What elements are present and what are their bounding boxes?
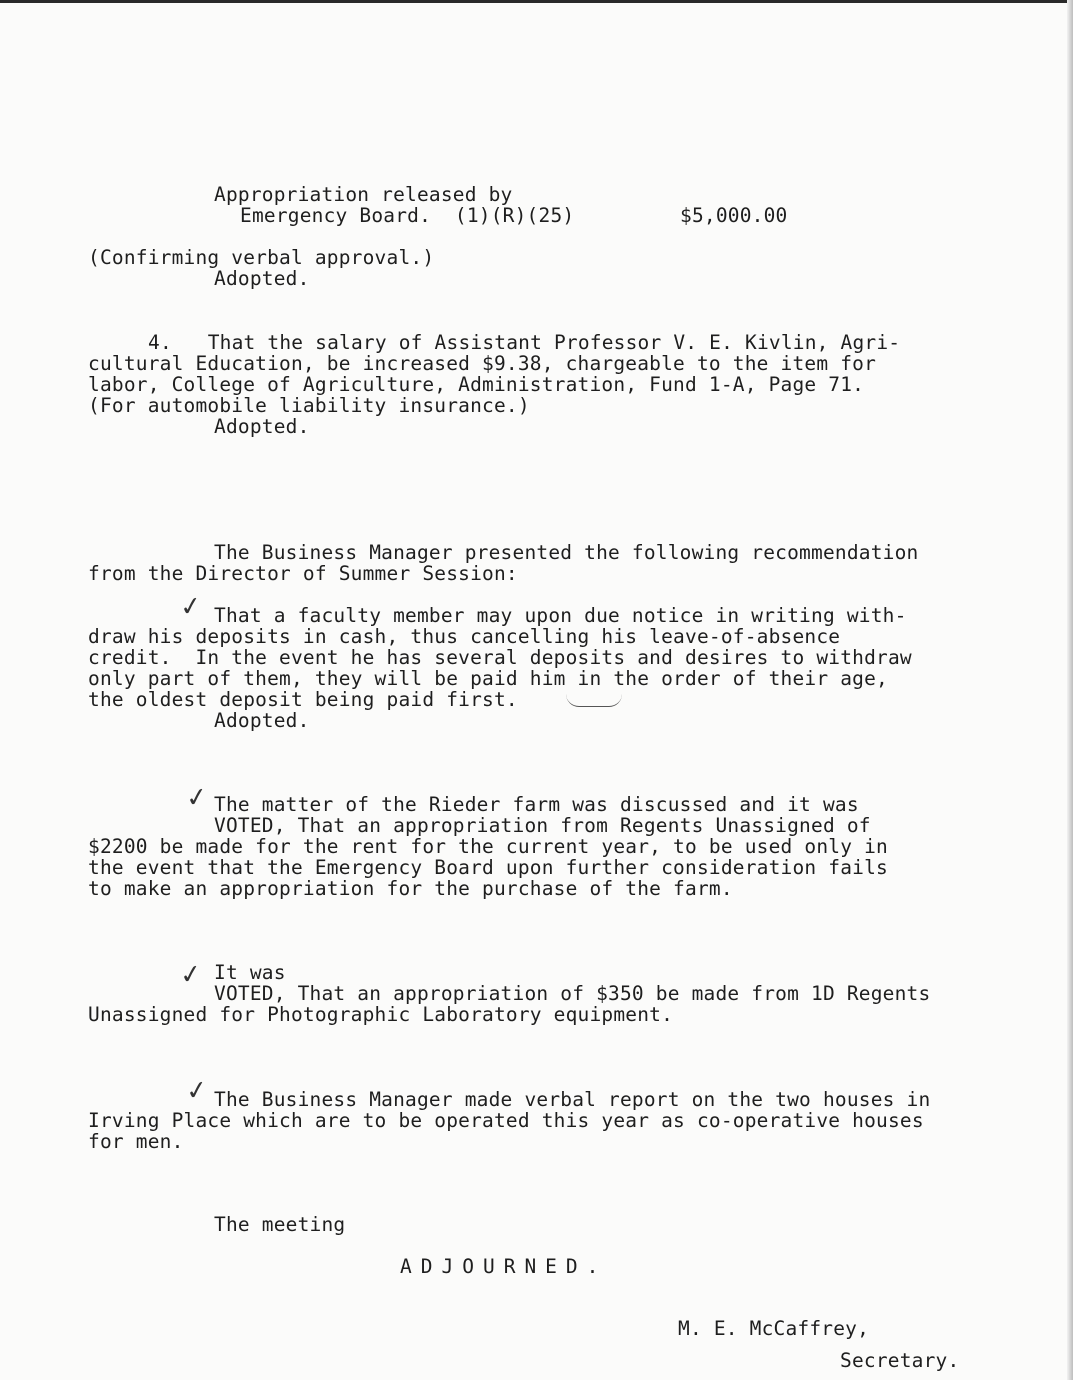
faculty-line-3: credit. In the event he has several deposits and desires to withdraw (88, 646, 912, 669)
check-mark-icon: ✓ (178, 590, 204, 624)
page-right-edge (1067, 0, 1073, 1380)
rieder-line-2: VOTED, That an appropriation from Regents Unassigned of (214, 814, 871, 837)
check-mark-icon: ✓ (178, 958, 204, 992)
rieder-line-3: $2200 be made for the rent for the current year, to be used only in (88, 835, 888, 858)
item-4-line-2: cultural Education, be increased $9.38, chargeable to the item for (88, 352, 877, 375)
signer-name: M. E. McCaffrey, (678, 1317, 870, 1340)
faculty-line-4: only part of them, they will be paid him in the order of their age, (88, 667, 888, 690)
irving-line-2: Irving Place which are to be operated this year as co-operative houses (88, 1109, 924, 1132)
adopted-1: Adopted. (214, 267, 310, 290)
business-manager-line-1: The Business Manager presented the following recommendation (214, 541, 919, 564)
faculty-line-5: the oldest deposit being paid first. (88, 688, 518, 711)
business-manager-line-2: from the Director of Summer Session: (88, 562, 518, 585)
page-top-edge (0, 0, 1073, 3)
meeting-text: The meeting (214, 1213, 346, 1236)
appropriation-line-1: Appropriation released by (214, 183, 513, 206)
irving-line-1: The Business Manager made verbal report on the two houses in (214, 1088, 931, 1111)
photo-line-2: VOTED, That an appropriation of $350 be made from 1D Regents (214, 982, 931, 1005)
adopted-3: Adopted. (214, 709, 310, 732)
item-4-line-1: 4. That the salary of Assistant Professor V. E. Kivlin, Agri- (148, 331, 901, 354)
rieder-line-1: The matter of the Rieder farm was discussed and it was (214, 793, 859, 816)
item-4-line-4: (For automobile liability insurance.) (88, 394, 530, 417)
adopted-2: Adopted. (214, 415, 310, 438)
photo-line-3: Unassigned for Photographic Laboratory equipment. (88, 1003, 674, 1026)
photo-line-1: It was (214, 961, 286, 984)
irving-line-3: for men. (88, 1130, 184, 1153)
pencil-stroke (566, 694, 622, 707)
faculty-line-1: That a faculty member may upon due notice in writing with- (214, 604, 907, 627)
item-4-line-3: labor, College of Agriculture, Administration, Fund 1-A, Page 71. (88, 373, 865, 396)
confirming-note: (Confirming verbal approval.) (88, 246, 435, 269)
appropriation-amount: $5,000.00 (680, 204, 788, 227)
faculty-line-2: draw his deposits in cash, thus cancelling his leave-of-absence (88, 625, 841, 648)
check-mark-icon: ✓ (184, 781, 210, 815)
check-mark-icon: ✓ (184, 1074, 210, 1108)
adjourned-text: ADJOURNED. (400, 1255, 608, 1278)
appropriation-line-2: Emergency Board. (1)(R)(25) (240, 204, 575, 227)
rieder-line-5: to make an appropriation for the purchase of the farm. (88, 877, 733, 900)
signer-title: Secretary. (840, 1349, 960, 1372)
rieder-line-4: the event that the Emergency Board upon further consideration fails (88, 856, 888, 879)
